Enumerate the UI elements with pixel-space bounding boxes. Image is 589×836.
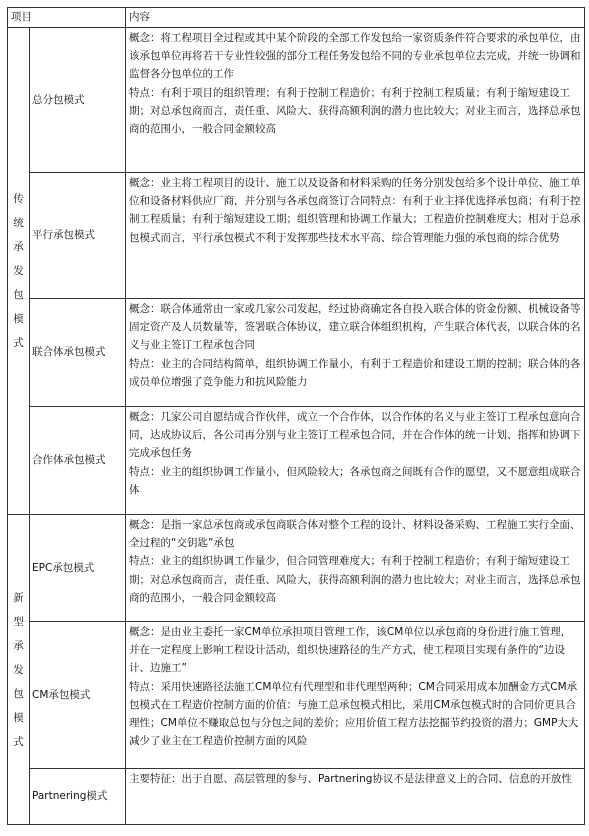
mode-concept: 概念：联合体通常由一家或几家公司发起，经过协商确定各自投入联合体的资金份额、机械设备等固定资产及人员数量等，签署联合体协议，建立联合体组织机构，产生联合体代表，以联合体的名义与业主签订工程承包合同 <box>129 303 581 352</box>
mode-feature: 特点：采用快速路径法施工CM单位有代理型和非代理型两种；CM合同采用成本加酬金方式CM承包模式在工程造价控制方面的价值：与施工总承包模式相比，采用CM承包模式时的合同价更具合理性；CM单位不赚取总包与分包之间的差价；应用价值工程方法挖掘节约投资的潜力；GMP大大减少了业主在工程造价控制方面的风险 <box>129 680 579 748</box>
table-row <box>8 299 585 407</box>
mode-concept: 概念：几家公司自愿结成合作伙伴，成立一个合作体，以合作体的名义与业主签订工程承包意向合同，达成协议后，各公司再分别与业主签订工程承包合同，并在合作体的统一计划、指挥和协调下完成承包任务 <box>129 411 581 460</box>
mode-name: 总分包模式 <box>30 28 126 173</box>
mode-content <box>126 622 585 769</box>
table-row <box>8 769 585 825</box>
category-traditional: 传统承发包模式 <box>8 28 30 515</box>
mode-content <box>126 515 585 622</box>
mode-concept: 主要特征：出于自愿、高层管理的参与、Partnering协议不是法律意义上的合同、信息的开放性 <box>129 773 572 785</box>
mode-concept: 概念：是由业主委托一家CM单位承担项目管理工作，该CM单位以承包商的身份进行施工管理，并在一定程度上影响工程设计活动，组织快速路径的生产方式，使工程项目实现有条件的“边设计、边施工” <box>129 626 572 675</box>
mode-name: 合作体承包模式 <box>30 407 126 515</box>
table-row <box>8 173 585 299</box>
mode-content <box>126 28 585 173</box>
table-row <box>8 28 585 173</box>
header-item: 项目 <box>8 8 126 28</box>
table-row <box>8 407 585 515</box>
mode-content <box>126 769 585 825</box>
mode-feature: 特点：业主的组织协调工作量小，但风险较大；各承包商之间既有合作的愿望，又不愿意组成联合体 <box>129 465 581 496</box>
mode-feature: 特点：业主的合同结构简单，组织协调工作量小，有利于工程造价和建设工期的控制；联合体的各成员单位增强了竞争能力和抗风险能力 <box>129 357 581 388</box>
table-row <box>8 622 585 769</box>
mode-name: Partnering模式 <box>30 769 126 825</box>
mode-content <box>126 407 585 515</box>
category-new: 新型承发包模式 <box>8 515 30 825</box>
header-row <box>8 8 585 28</box>
header-content: 内容 <box>126 8 585 28</box>
mode-name: 联合体承包模式 <box>30 299 126 407</box>
contracting-modes-table <box>7 7 585 825</box>
mode-concept: 概念：是指一家总承包商或承包商联合体对整个工程的设计、材料设备采购、工程施工实行全面、全过程的“交钥匙”承包 <box>129 519 581 550</box>
mode-content <box>126 173 585 299</box>
table-row <box>8 515 585 622</box>
mode-feature: 特点：有利于项目的组织管理；有利于控制工程造价；有利于控制工程质量；有利于缩短建设工期；对总承包商而言，责任重、风险大、获得高额利润的潜力也比较大；对业主而言，选择总承包商的范围小，一般合同金额较高 <box>129 86 581 136</box>
mode-content <box>126 299 585 407</box>
mode-name: 平行承包模式 <box>30 173 126 299</box>
mode-feature: 特点：业主的组织协调工作量少，但合同管理难度大；有利于控制工程造价；有利于缩短建设工期；对总承包商而言，责任重、风险大，获得高额利润的潜力也比较大；对业主而言，选择总承包商的范围小，一般合同金额较高 <box>129 555 581 604</box>
mode-name: EPC承包模式 <box>30 515 126 622</box>
mode-concept: 概念：将工程项目全过程或其中某个阶段的全部工作发包给一家资质条件符合要求的承包单位，由该承包单位再将若干专业性较强的部分工程任务发包给不同的专业承包单位去完成，并统一协调和监督各分包单位的工作 <box>129 32 581 81</box>
mode-concept: 概念：业主将工程项目的设计、施工以及设备和材料采购的任务分别发包给多个设计单位、施工单位和设备材料供应厂商，并分别与各承包商签订合同特点：有利于业主择优选择承包商；有利于控制工程质量；有利于缩短建设工期；组织管理和协调工作量大；工程造价控制难度大；相对于总承包模式而言，平行承包模式不利于发挥那些技术水平高、综合管理能力强的承包商的综合优势 <box>129 177 581 244</box>
mode-name: CM承包模式 <box>30 622 126 769</box>
